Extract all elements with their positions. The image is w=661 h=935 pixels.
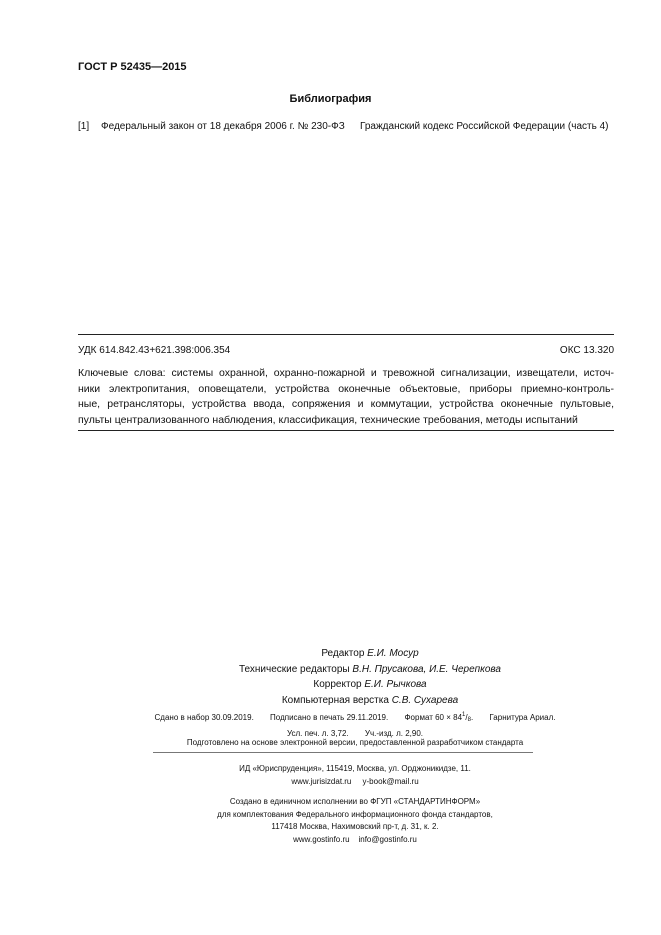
- standard-number: ГОСТ Р 52435—2015: [78, 61, 187, 73]
- keywords-line: Ключевые слова: системы охранной, охранно-пожарной и тревожной сигнализации, извещатели, источ-: [78, 367, 614, 379]
- bibliography-title: Библиография: [289, 93, 372, 105]
- divider-bottom: [78, 430, 614, 431]
- printer-line-2: для комплектования Федерального информационного фонда стандартов,: [217, 809, 493, 819]
- bibliography-entry-source: Федеральный закон от 18 декабря 2006 г. № 230-ФЗ: [101, 121, 345, 132]
- print-sheets: Усл. печ. л. 3,72.: [286, 729, 349, 738]
- format: Формат $60 \times 84^1/_8$.: [404, 712, 474, 723]
- oks-code: ОКС 13.320: [559, 345, 614, 356]
- font-info: Гарнитура Ариал.: [489, 713, 556, 722]
- submitted-date: Сдано в набор 30.09.2019.: [154, 713, 254, 722]
- udc-code: УДК 614.842.43+621.398:006.354: [78, 345, 231, 356]
- printer-line-1: Создано в единичном исполнении во ФГУП «СТАНДАРТИНФОРМ»: [229, 797, 481, 806]
- classification-row: [78, 345, 614, 356]
- credit-editor: Редактор Е.И. Мосур: [321, 648, 419, 659]
- keywords-line: пульты централизованного наблюдения, классификация, технические требования, методы испытаний: [78, 413, 578, 426]
- publisher-block: [120, 762, 590, 788]
- publisher-address: ИД «Юриспруденция», 115419, Москва, ул. Орджоникидзе, 11.: [239, 764, 471, 773]
- publisher-sheets: Уч.-изд. л. 2,90.: [364, 729, 424, 738]
- printer-address: 117418 Москва, Нахимовский пр-т, д. 31, к. 2.: [271, 822, 439, 831]
- credits-block: [150, 646, 590, 708]
- printer-email[interactable]: info@gostinfo.ru: [358, 834, 417, 844]
- credit-proofreader: Корректор Е.И. Рычкова: [313, 679, 427, 690]
- bibliography-entry-number: [1]: [78, 121, 90, 132]
- printer-block: [120, 796, 590, 846]
- keywords-line: ные, ретрансляторы, устройства ввода, сопряжения и коммутации, устройства оконечные пультовые,: [78, 398, 614, 410]
- publisher-email[interactable]: y-book@mail.ru: [362, 777, 419, 786]
- keywords-line: ники электропитания, оповещатели, устройства оконечные объектовые, приборы приемно-контроль-: [78, 382, 614, 395]
- signed-date: Подписано в печать 29.11.2019.: [270, 713, 389, 722]
- publication-info: [120, 708, 590, 741]
- divider-top: [78, 334, 614, 335]
- preparation-note: Подготовлено на основе электронной версии, предоставленной разработчиком стандарта: [186, 738, 524, 747]
- printer-website[interactable]: www.gostinfo.ru: [293, 834, 350, 844]
- divider-publisher: [153, 752, 533, 753]
- credit-layout: Компьютерная верстка С.В. Сухарева: [281, 694, 459, 706]
- bibliography-entry-title: Гражданский кодекс Российской Федерации (часть 4): [360, 121, 609, 132]
- credit-tech-editors: Технические редакторы В.Н. Прусакова, И.Е. Черепкова: [238, 663, 501, 675]
- publisher-website[interactable]: www.jurisizdat.ru: [291, 777, 352, 786]
- keywords-block: [78, 366, 614, 428]
